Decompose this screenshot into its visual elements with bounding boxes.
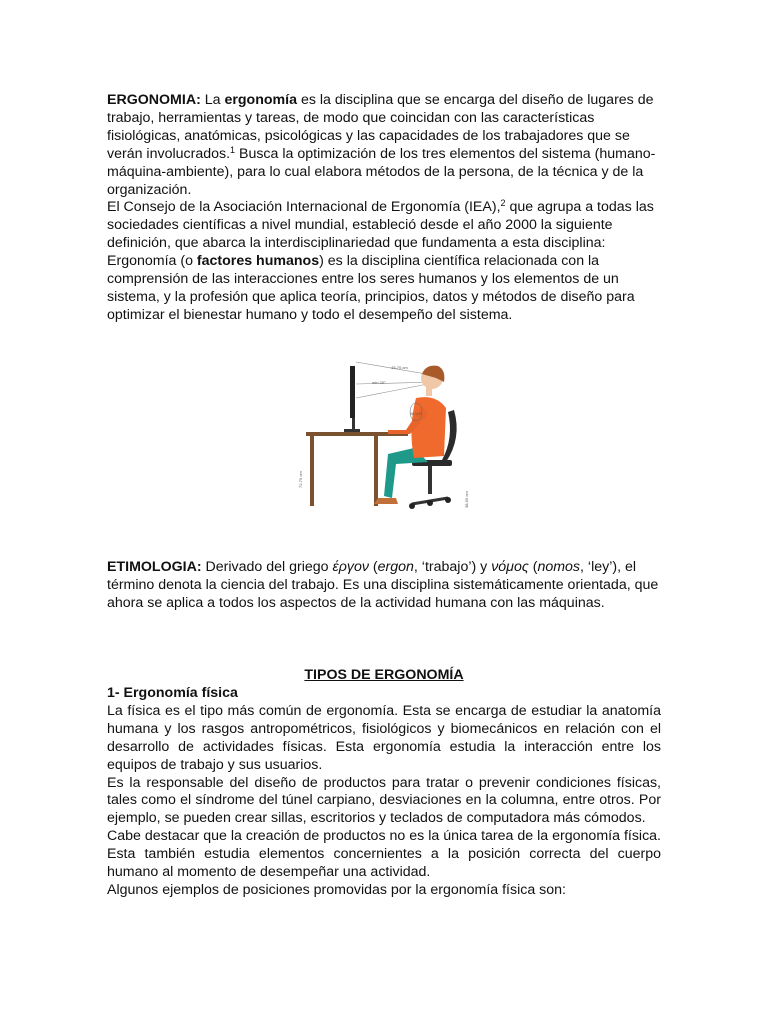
desk-leg-right <box>374 436 378 506</box>
ergonomia-fisica-subtitle: 1- Ergonomía física <box>107 685 238 701</box>
chair-wheel <box>409 503 415 509</box>
seat-height-label: 38-55 cm <box>464 491 469 508</box>
greek-word-ergon: έργον <box>332 559 369 575</box>
chair-column <box>428 466 432 494</box>
angle-label: min 20° <box>372 380 386 385</box>
ergonomia-heading: ERGONOMIA: <box>107 92 201 108</box>
footnote-ref-2: 2 <box>500 198 506 209</box>
fisica-paragraph-1: La física es el tipo más común de ergonomía. Esta se encarga de estudiar la anatomía humana y los rasgos antropométricos, fisiológicos y biomecánicos en relación con el desarrollo de actividades físicas. Esta ergonomía estudia la interacción entre los equipos de trabajo y sus usuarios. <box>107 702 661 773</box>
fisica-paragraph-3: Cabe destacar que la creación de productos no es la única tarea de la ergonomía física. Esta también estudia elementos concernientes a la posición correcta del cuerpo humano al momento de desempeñar una actividad. <box>107 828 661 881</box>
greek-word-nomos: νόμος <box>491 559 529 575</box>
chair-wheel <box>427 500 433 506</box>
monitor-base <box>344 429 360 432</box>
chair-wheel <box>445 497 451 503</box>
desk-leg-left <box>310 436 314 506</box>
intro-section <box>107 92 661 325</box>
intro-paragraph-2: El Consejo de la Asociación Internacional de Ergonomía (IEA),$^2$ que agrupa a todas las sociedades científicas a nivel mundial, estableció desde el año 2000 la siguiente definición, que abarca la interdisciplinariedad que fundamenta a esta disciplina: <box>107 198 654 252</box>
monitor <box>350 366 355 418</box>
ergonomia-term: ergonomía <box>224 92 297 108</box>
factores-humanos-term: factores humanos <box>196 253 320 270</box>
intro-paragraph-1: ERGONOMIA: La ergonomía es la disciplina que se encarga del diseño de lugares de trabajo, herramientas y tareas, de modo que coincidan con las características fisiológicas, anatómicas, psicológicas y las capacidades de los trabajadores que se verán involucrados.$^1$ Busca la optimización de los tres elementos del sistema (humano-máquina-ambiente), para lo cual elabora métodos de la persona, de la técnica y de la organización. <box>107 92 656 198</box>
etimologia-heading: ETIMOLOGIA: <box>107 559 202 575</box>
ergonomic-workstation-illustration <box>296 358 472 524</box>
etimologia-section <box>107 559 661 613</box>
desk-height-label: 72-75 cm <box>298 471 303 488</box>
monitor-stand <box>352 418 355 430</box>
tipos-section <box>107 685 661 900</box>
person-torso <box>411 397 446 458</box>
elbow-angle-label: 90-110° <box>410 412 423 416</box>
tipos-title: TIPOS DE ERGONOMÍA <box>304 667 464 683</box>
footnote-ref-1: 1 <box>230 144 236 155</box>
distance-label: 45-70 cm <box>391 365 408 370</box>
person-shoes <box>374 498 398 504</box>
fisica-paragraph-2: Es la responsable del diseño de productos para tratar o prevenir condiciones físicas, tales como el síndrome del túnel carpiano, desviaciones en la columna, entre otros. Por ejemplo, se pueden crear sillas, escritorios y teclados de computadora más cómodos. <box>107 774 661 827</box>
intro-paragraph-3: Ergonomía (o factores humanos) es la disciplina científica relacionada con la comprensión de las interacciones entre los seres humanos y los elementos de un sistema, y la profesión que aplica teoría, principios, datos y métodos de diseño para optimizar el bienestar humano y todo el desempeño del sistema. <box>107 253 635 323</box>
etimologia-paragraph: ETIMOLOGIA: Derivado del griego έργον (ergon, ‘trabajo’) y νόμος (nomos, ‘ley’), el término denota la ciencia del trabajo. Es una disciplina sistemáticamente orientada, que ahora se aplica a todos los aspectos de la actividad humana con las máquinas. <box>107 559 659 611</box>
fisica-paragraph-4: Algunos ejemplos de posiciones promovidas por la ergonomía física son: <box>107 881 566 898</box>
